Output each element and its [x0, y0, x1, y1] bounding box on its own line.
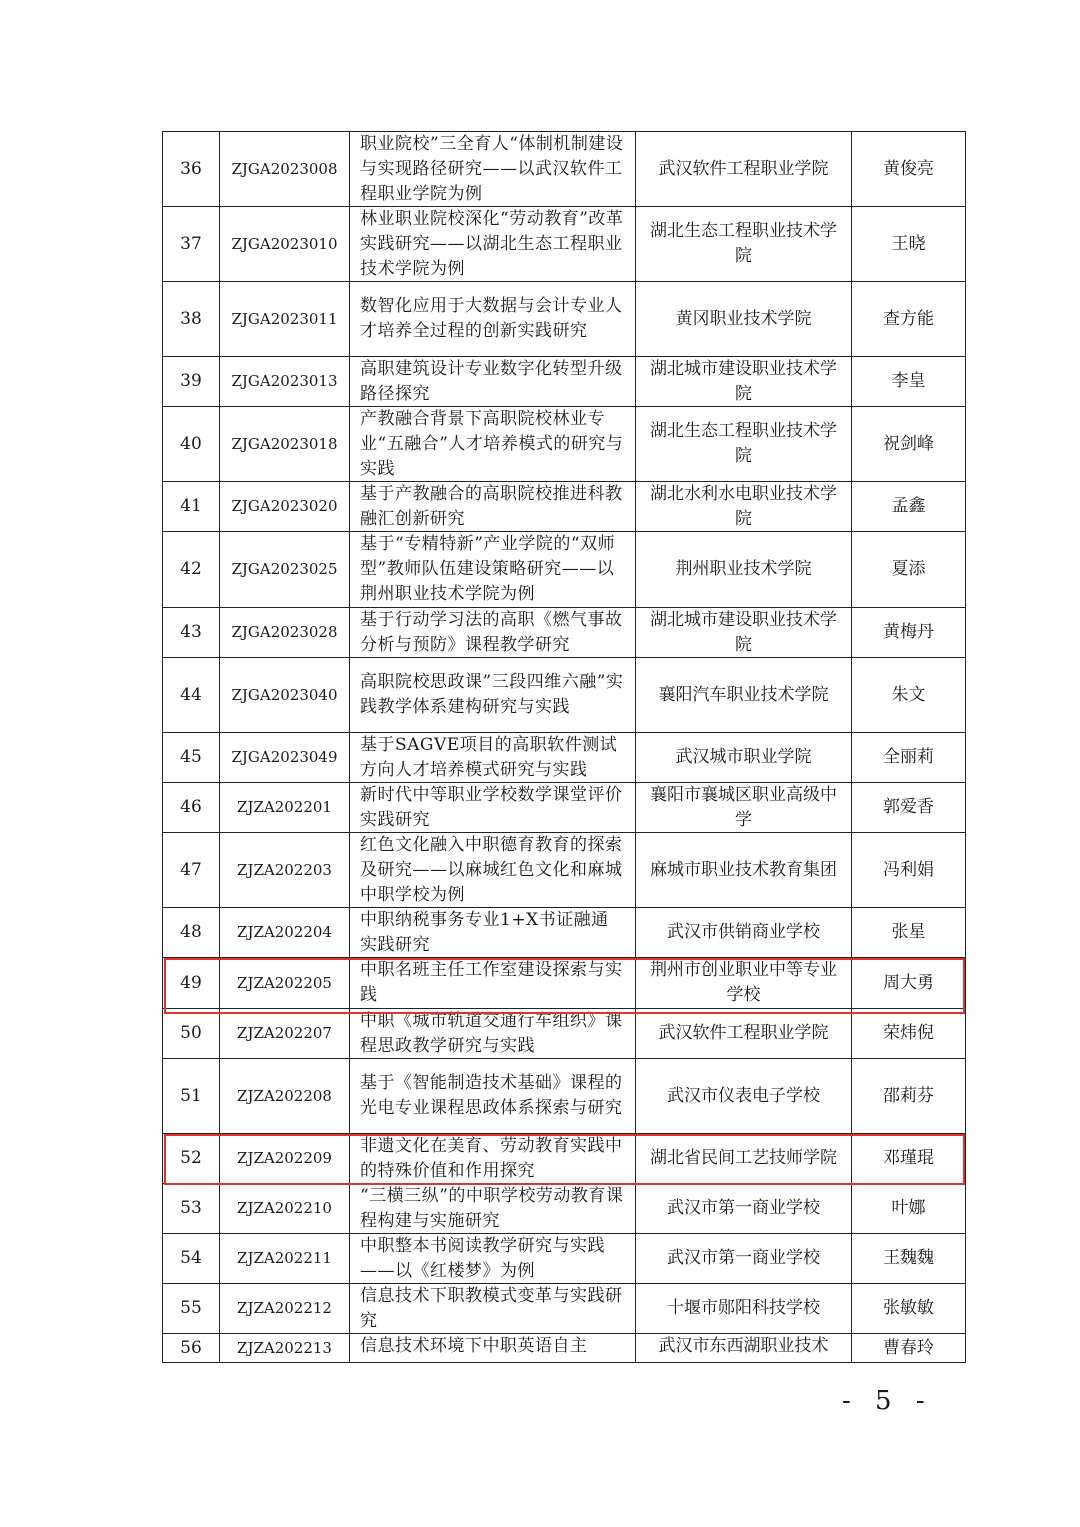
leader-name: 查方能 [852, 282, 966, 357]
project-code: ZJZA202212 [220, 1284, 350, 1334]
leader-name: 王魏魏 [852, 1234, 966, 1284]
project-title: 中职《城市轨道交通行车组织》课程思政教学研究与实践 [350, 1009, 636, 1059]
institution: 武汉软件工程职业学院 [636, 1009, 852, 1059]
project-title: 高职院校思政课”三段四维六融”实践教学体系建构研究与实践 [350, 658, 636, 733]
project-code: ZJZA202201 [220, 783, 350, 833]
table-row [163, 1184, 966, 1234]
table-row [163, 1009, 966, 1059]
institution: 湖北生态工程职业技术学院 [636, 407, 852, 482]
project-code: ZJGA2023025 [220, 532, 350, 608]
table-row [163, 357, 966, 407]
table-row [163, 1334, 966, 1363]
row-number: 39 [163, 357, 220, 407]
project-title: 职业院校”三全育人“体制机制建设与实现路径研究——以武汉软件工程职业学院为例 [350, 132, 636, 207]
project-title: 非遗文化在美育、劳动教育实践中的特殊价值和作用探究 [350, 1134, 636, 1184]
project-code: ZJZA202213 [220, 1334, 350, 1363]
project-code: ZJGA2023010 [220, 207, 350, 282]
leader-name: 祝剑峰 [852, 407, 966, 482]
project-code: ZJGA2023028 [220, 608, 350, 658]
row-number: 45 [163, 733, 220, 783]
leader-name: 张星 [852, 908, 966, 958]
row-number: 49 [163, 958, 220, 1009]
institution: 湖北水利水电职业技术学院 [636, 482, 852, 532]
project-code: ZJGA2023040 [220, 658, 350, 733]
project-title: 信息技术环境下中职英语自主 [350, 1334, 636, 1363]
row-number: 42 [163, 532, 220, 608]
table-row [163, 733, 966, 783]
project-code: ZJZA202211 [220, 1234, 350, 1284]
project-title: 基于SAGVE项目的高职软件测试方向人才培养模式研究与实践 [350, 733, 636, 783]
table-row [163, 282, 966, 357]
row-number: 48 [163, 908, 220, 958]
project-title: 新时代中等职业学校数学课堂评价实践研究 [350, 783, 636, 833]
institution: 武汉市供销商业学校 [636, 908, 852, 958]
leader-name: 黄梅丹 [852, 608, 966, 658]
project-title: 中职整本书阅读教学研究与实践——以《红楼梦》为例 [350, 1234, 636, 1284]
leader-name: 周大勇 [852, 958, 966, 1009]
row-number: 51 [163, 1059, 220, 1134]
leader-name: 黄俊亮 [852, 132, 966, 207]
project-title: 基于行动学习法的高职《燃气事故分析与预防》课程教学研究 [350, 608, 636, 658]
leader-name: 邵莉芬 [852, 1059, 966, 1134]
leader-name: 全丽莉 [852, 733, 966, 783]
institution: 武汉城市职业学院 [636, 733, 852, 783]
institution: 武汉市仪表电子学校 [636, 1059, 852, 1134]
institution: 湖北城市建设职业技术学院 [636, 608, 852, 658]
row-number: 53 [163, 1184, 220, 1234]
project-title: 基于《智能制造技术基础》课程的光电专业课程思政体系探索与研究 [350, 1059, 636, 1134]
institution: 湖北省民间工艺技师学院 [636, 1134, 852, 1184]
institution: 武汉软件工程职业学院 [636, 132, 852, 207]
institution: 襄阳汽车职业技术学院 [636, 658, 852, 733]
leader-name: 李皇 [852, 357, 966, 407]
page-number: - 5 - [842, 1386, 933, 1416]
table-row [163, 833, 966, 908]
project-code: ZJZA202203 [220, 833, 350, 908]
institution: 湖北城市建设职业技术学院 [636, 357, 852, 407]
leader-name: 夏添 [852, 532, 966, 608]
row-number: 37 [163, 207, 220, 282]
project-code: ZJGA2023008 [220, 132, 350, 207]
leader-name: 曹春玲 [852, 1334, 966, 1363]
row-number: 50 [163, 1009, 220, 1059]
project-code: ZJZA202207 [220, 1009, 350, 1059]
project-title: 信息技术下职教模式变革与实践研究 [350, 1284, 636, 1334]
institution: 麻城市职业技术教育集团 [636, 833, 852, 908]
highlight-box-row-49 [164, 958, 965, 1014]
table-row [163, 207, 966, 282]
highlight-box-row-52 [164, 1134, 965, 1185]
project-code: ZJGA2023011 [220, 282, 350, 357]
table-row [163, 482, 966, 532]
table-row [163, 407, 966, 482]
table-row [163, 1284, 966, 1334]
row-number: 38 [163, 282, 220, 357]
row-number: 56 [163, 1334, 220, 1363]
project-title: “三横三纵”的中职学校劳动教育课程构建与实施研究 [350, 1184, 636, 1234]
leader-name: 冯利娟 [852, 833, 966, 908]
institution: 湖北生态工程职业技术学院 [636, 207, 852, 282]
table-row [163, 532, 966, 608]
table-row [163, 658, 966, 733]
project-code: ZJZA202210 [220, 1184, 350, 1234]
institution: 荆州市创业职业中等专业学校 [636, 958, 852, 1009]
project-title: 林业职业院校深化“劳动教育”改革实践研究——以湖北生态工程职业技术学院为例 [350, 207, 636, 282]
leader-name: 朱文 [852, 658, 966, 733]
row-number: 43 [163, 608, 220, 658]
project-title: 中职纳税事务专业1+X书证融通实践研究 [350, 908, 636, 958]
project-title: 基于“专精特新”产业学院的“双师型”教师队伍建设策略研究——以荆州职业技术学院为例 [350, 532, 636, 608]
table-row [163, 1059, 966, 1134]
institution: 武汉市东西湖职业技术 [636, 1334, 852, 1363]
row-number: 40 [163, 407, 220, 482]
institution: 十堰市郧阳科技学校 [636, 1284, 852, 1334]
row-number: 52 [163, 1134, 220, 1184]
project-title: 数智化应用于大数据与会计专业人才培养全过程的创新实践研究 [350, 282, 636, 357]
table-row [163, 132, 966, 207]
project-code: ZJGA2023013 [220, 357, 350, 407]
row-number: 55 [163, 1284, 220, 1334]
row-number: 46 [163, 783, 220, 833]
row-number: 47 [163, 833, 220, 908]
institution: 武汉市第一商业学校 [636, 1184, 852, 1234]
leader-name: 郭爱香 [852, 783, 966, 833]
project-code: ZJGA2023049 [220, 733, 350, 783]
project-code: ZJGA2023018 [220, 407, 350, 482]
leader-name: 荣炜倪 [852, 1009, 966, 1059]
row-number: 36 [163, 132, 220, 207]
row-number: 41 [163, 482, 220, 532]
row-number: 44 [163, 658, 220, 733]
institution: 黄冈职业技术学院 [636, 282, 852, 357]
project-code: ZJZA202204 [220, 908, 350, 958]
institution: 荆州职业技术学院 [636, 532, 852, 608]
table-row [163, 1234, 966, 1284]
institution: 襄阳市襄城区职业高级中学 [636, 783, 852, 833]
institution: 武汉市第一商业学校 [636, 1234, 852, 1284]
leader-name: 叶娜 [852, 1184, 966, 1234]
table-row [163, 908, 966, 958]
leader-name: 张敏敏 [852, 1284, 966, 1334]
table-row [163, 608, 966, 658]
project-code: ZJZA202209 [220, 1134, 350, 1184]
project-title: 基于产教融合的高职院校推进科教融汇创新研究 [350, 482, 636, 532]
project-title: 产教融合背景下高职院校林业专业“五融合”人才培养模式的研究与实践 [350, 407, 636, 482]
leader-name: 王晓 [852, 207, 966, 282]
project-code: ZJGA2023020 [220, 482, 350, 532]
project-code: ZJZA202205 [220, 958, 350, 1009]
project-code: ZJZA202208 [220, 1059, 350, 1134]
row-number: 54 [163, 1234, 220, 1284]
leader-name: 邓瑾琨 [852, 1134, 966, 1184]
leader-name: 孟鑫 [852, 482, 966, 532]
project-title: 高职建筑设计专业数字化转型升级路径探究 [350, 357, 636, 407]
table-row [163, 783, 966, 833]
project-title: 中职名班主任工作室建设探索与实践 [350, 958, 636, 1009]
project-title: 红色文化融入中职德育教育的探索及研究——以麻城红色文化和麻城中职学校为例 [350, 833, 636, 908]
